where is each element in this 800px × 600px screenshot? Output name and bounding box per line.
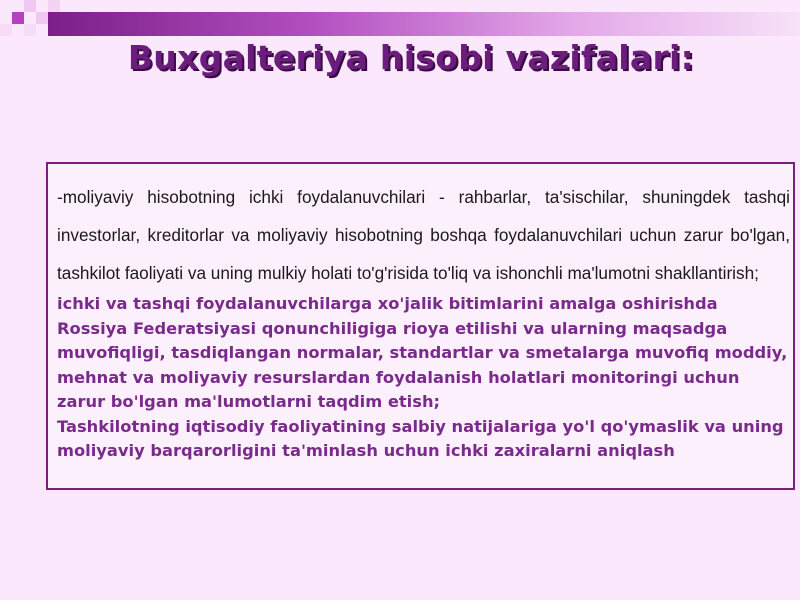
decor-square <box>48 0 60 12</box>
paragraph-first: -moliyaviy hisobotning ichki foydalanuvchilari - rahbarlar, ta'sischilar, shuningdek tashqi investorlar, kreditorlar va moliyaviy hisobotning boshqa foydalanuvchilari uchun zarur bo'lgan, tashkilot faoliyati va uning mulkiy holati to'g'risida to'liq va ishonchli ma'lumotni shakllantirish; <box>57 187 790 283</box>
paragraph-second: ichki va tashqi foydalanuvchilarga xo'jalik bitimlarini amalga oshirishda Rossiya Federatsiyasi qonunchiligiga rioya etilishi va ularning maqsadga muvofiqligi, tasdiqlangan normalar, standartlar va smetalarga muvofiq moddiy, mehnat va moliyaviy resurslardan foydalanish holatlari monitoringi uchun zarur bo'lgan ma'lumotlarni taqdim etish; <box>57 294 788 411</box>
decor-square <box>36 12 48 24</box>
decor-square <box>24 24 36 36</box>
slide-title: Buxgalteriya hisobi vazifalari: <box>127 38 695 77</box>
paragraph-third: Tashkilotning iqtisodiy faoliyatining salbiy natijalariga yo'l qo'ymaslik va uning moliyaviy barqarorligini ta'minlash uchun ichki zaxiralarni aniqlash <box>57 416 784 460</box>
gradient-header-band <box>48 12 800 36</box>
content-box <box>46 162 795 490</box>
decor-square <box>12 12 24 24</box>
decor-square <box>0 24 12 36</box>
decor-square <box>24 0 36 12</box>
